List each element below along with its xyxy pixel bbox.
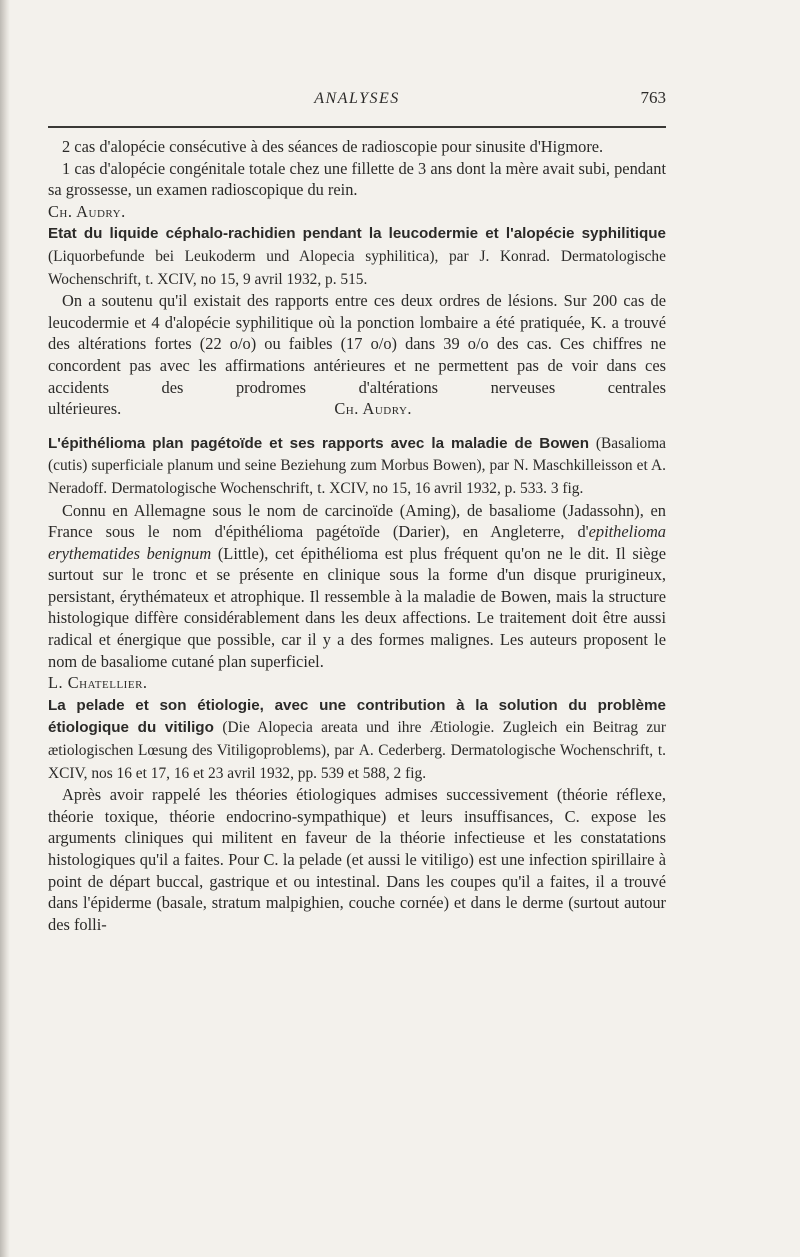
entry-title: Etat du liquide céphalo-rachidien pendant la leucodermie et l'alopécie syphilitique — [48, 225, 666, 243]
entry-body — [48, 290, 666, 420]
entry-citation: t. XCIV, no 15, 16 avril 1932, p. 533. 3 fig. — [317, 479, 584, 497]
entry-author: N. Maschkilleisson et A. Neradoff. — [48, 457, 666, 497]
entry-heading — [48, 694, 666, 784]
entry-cederberg — [48, 694, 666, 936]
page-content — [48, 136, 666, 935]
entry-body-wrap — [48, 290, 666, 420]
page-number: 763 — [640, 88, 666, 107]
entry-original-title: (Die Alopecia areata und ihre Ætiologie. Zugleich ein Beitrag zur ætiologischen Lœsung des Vitiligoproblems), par — [48, 719, 666, 760]
entry-journal: Dermatologische Wochenschrift, — [48, 247, 666, 288]
entry-body-italic-term: epithelioma erythematides benignum — [48, 522, 666, 563]
entry-citation: t. XCIV, no 15, 9 avril 1932, p. 515. — [145, 270, 368, 288]
entry-konrad — [48, 222, 666, 419]
entry-body — [48, 500, 666, 673]
intro-signature: Ch. Audry. — [48, 201, 126, 221]
entry-author: J. Konrad. — [479, 247, 550, 265]
entry-maschkilleisson — [48, 432, 666, 694]
entry-title: L'épithélioma plan pagétoïde et ses rapports avec la maladie de Bowen — [48, 434, 590, 452]
entry-title: La pelade et son étiologie, avec une contribution à la solution du problème étiologique du vitiligo — [48, 696, 666, 737]
entry-original-title: (Liquorbefunde bei Leukoderm und Alopecia syphilitica), par — [48, 247, 469, 265]
entry-signature: L. Chatellier. — [48, 673, 148, 693]
intro-paragraph-1: 2 cas d'alopécie consécutive à des séances de radioscopie pour sinusite d'Higmore. — [62, 137, 604, 156]
entry-author: A. Cederberg. — [358, 742, 446, 760]
entry-journal: Dermatologische Wochenschrift, — [111, 479, 314, 497]
entry-heading — [48, 432, 666, 500]
entry-body: Après avoir rappelé les théories étiologiques admises successivement (théorie réflexe, théorie toxique, théorie endocrino-sympathique) et leurs insuffisances, C. expose les arguments cliniques qui militent en faveur de la théorie infectieuse et les constatations histologiques qu'il a faites. Pour C. la pelade (et aussi le vitiligo) est une infection spirillaire à point de départ buccal, gastrique et ou intestinal. Dans les coupes qu'il a faites, il a trouvé dans l'épiderme (basale, stratum malpighien, couche cornée) et dans le derme (surtout autour des folli- — [48, 785, 666, 934]
entry-body-text: On a soutenu qu'il existait des rapports entre ces deux ordres de lésions. Sur 200 cas de leucodermie et 4 d'alopécie syphilitique où la ponction lombaire a été pratiquée, K. a trouvé des altérations fortes (22 o/o) ou faibles (17 o/o) dans 39 o/o des cas. Ces chiffres ne concordent pas avec les affirmations antérieures et ne permettent pas de voir dans ces accidents des prodromes d'altérations nerveuses centrales ultérieures. — [48, 291, 666, 419]
page-binding-edge — [0, 0, 10, 1257]
header-rule — [48, 126, 666, 128]
page-header — [48, 90, 666, 118]
intro-paragraph-2: 1 cas d'alopécie congénitale totale chez une fillette de 3 ans dont la mère avait subi, pendant sa grossesse, un examen radioscopique du rein. — [48, 158, 666, 200]
entry-journal: Dermatologische Wochenschrift, — [450, 742, 654, 760]
entry-original-title: (Basalioma (cutis) superficiale planum und seine Beziehung zum Morbus Bowen), par — [48, 434, 666, 475]
entry-body-part-a: Connu en Allemagne sous le nom de carcinoïde (Aming), de basaliome (Jadassohn), en France sous le nom d'épithélioma pagétoïde (Darier), en Angleterre, d' — [48, 500, 666, 542]
entry-heading — [48, 222, 666, 290]
entry-signature: Ch. Audry. — [334, 399, 413, 419]
entry-body-part-b: (Little), cet épithélioma est plus fréquent qu'on ne le dit. Il siège surtout sur le tronc et se présente en clinique sous la forme d'un disque prurigineux, persistant, érythémateux et atrophique. Il ressemble à la maladie de Bowen, mais la structure histologique diffère considérablement dans les deux affections. Le traitement doit être aussi radical et énergique que possible, car il y a des formes malignes. Les auteurs proposent le nom de basaliome cutané plan superficiel. — [48, 543, 666, 671]
entry-citation: t. XCIV, nos 16 et 17, 16 et 23 avril 1932, pp. 539 et 588, 2 fig. — [48, 742, 666, 782]
intro-section — [48, 136, 666, 222]
running-title: ANALYSES — [314, 90, 400, 107]
